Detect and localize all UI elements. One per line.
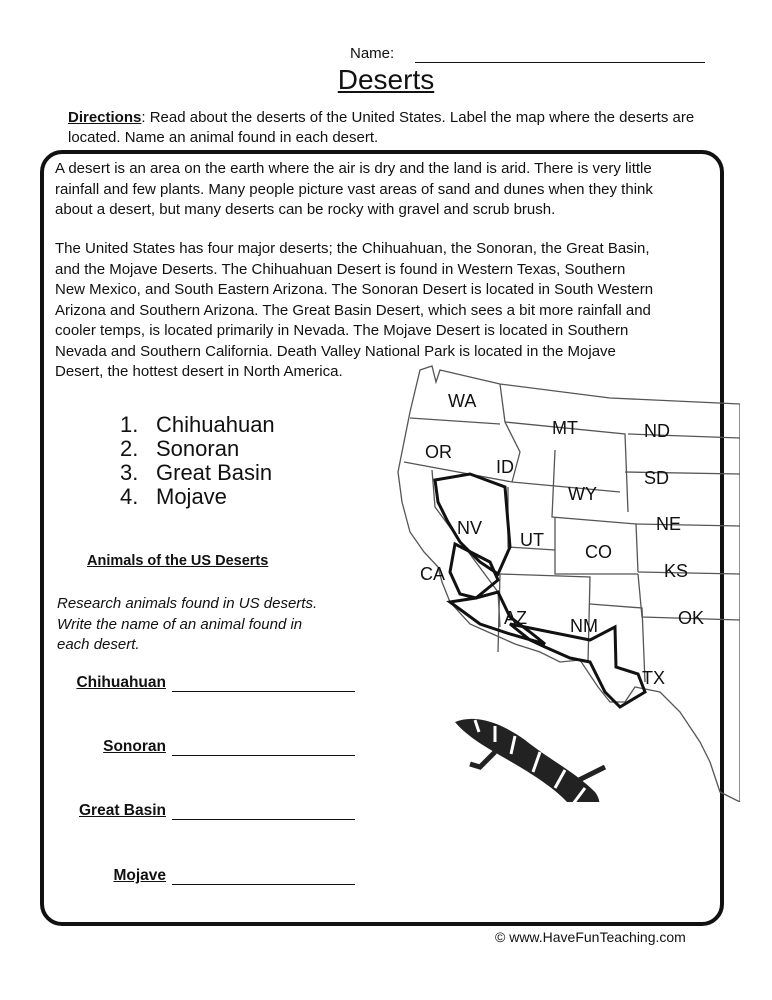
text-line: Desert, the hottest desert in North America. — [55, 363, 343, 380]
worksheet-page: Name: Deserts Directions: Read about the deserts of the United States. Label the map where the deserts are located. Name an animal found in each desert. A desert is an area on the earth where the air is dry and the land is arid. There is very little rainfall and few plants. Many people picture vast areas of sand and dunes when they think about a desert, but many deserts can be rocky with gravel and scrub brush. The United States has four major deserts; the Chihuahuan, the Sonoran, the Great Basin, and the Mojave Deserts. The Chihuahuan Desert is found in Western Texas, Southern New Mexico, and South Eastern Arizona. The Sonoran Desert is located in South Western Arizona and Southern Arizona. The Great Basin Desert, which sees a bit more rainfall and cooler temps, is located primarily in Nevada. The Mojave Desert is located in Southern Nevada and Southern California. Death Valley National Park is located in the Mojave Desert, the hottest desert in North America. WA OR ID MT ND SD WY NE NV UT CO KS CA AZ NM OK TX 1. Chihuahuan 2. Sonoran 3. Great Basin 4. Mojave Animals of the US Deserts Research animals found in US deserts. Write the name of an animal found in each desert. Chihuahuan Sonoran Great Basin Mojave © www.HaveFunTeaching.com — [0, 0, 772, 1000]
name-label: Name: — [350, 45, 395, 62]
state-label: ID — [496, 457, 514, 477]
state-label: CO — [585, 542, 612, 562]
state-label: KS — [664, 561, 689, 581]
state-label: UT — [520, 530, 544, 550]
desert-list-item: 2. Sonoran — [120, 436, 240, 461]
state-label: WY — [568, 484, 597, 504]
state-label: ND — [644, 421, 670, 441]
state-label: TX — [642, 668, 666, 688]
state-label: NM — [570, 616, 598, 636]
reading-paragraph-2 — [55, 239, 725, 383]
gila-monster-illustration — [455, 719, 605, 802]
state-label: NV — [457, 518, 483, 538]
text-line: and the Mojave Deserts. The Chihuahuan Desert is found in Western Texas, Southern — [55, 260, 626, 278]
state-label: CA — [420, 564, 446, 584]
directions — [68, 108, 728, 148]
desert-outlines — [435, 474, 645, 707]
answer-blank[interactable] — [172, 691, 355, 692]
text-line: Nevada and Southern California. Death Valley National Park is located in the Mojave — [55, 342, 616, 360]
state-label: NE — [656, 514, 682, 534]
state-label: WA — [448, 391, 477, 411]
animals-heading: Animals of the US Deserts — [87, 553, 269, 569]
desert-list-item: 3. Great Basin — [120, 460, 273, 485]
state-label: MT — [552, 418, 578, 438]
page-title: Deserts — [337, 64, 435, 95]
answer-blank[interactable] — [172, 755, 355, 756]
reading-paragraph-1 — [55, 159, 725, 221]
text-line: cooler temps, is located primarily in Nevada. The Mojave Desert is located in Southern — [55, 322, 629, 339]
state-label: AZ — [504, 608, 528, 628]
state-label: SD — [644, 468, 670, 488]
footer-copyright: © www.HaveFunTeaching.com — [495, 929, 686, 945]
directions-text: : Read about the deserts of the United States. Label the map where the deserts are located. Name an animal found in each desert. — [68, 109, 695, 146]
answer-blank[interactable] — [172, 884, 355, 885]
text-line: Arizona and Southern Arizona. The Great Basin Desert, which sees a bit more rainfall and — [55, 301, 651, 319]
directions-label: Directions — [68, 109, 142, 126]
us-west-map — [380, 362, 740, 802]
chihuahuan-outline — [510, 624, 645, 707]
answer-blank[interactable] — [172, 819, 355, 820]
text-line: New Mexico, and South Eastern Arizona. The Sonoran Desert is located in South Western — [55, 281, 654, 298]
state-label: OR — [425, 442, 452, 462]
text-line: A desert is an area on the earth where the air is dry and the land is arid. There is very little — [55, 160, 652, 177]
desert-list-item: 4. Mojave — [120, 484, 227, 509]
state-labels — [420, 391, 704, 688]
text-line: The United States has four major deserts; the Chihuahuan, the Sonoran, the Great Basin, — [55, 240, 650, 257]
state-label: OK — [678, 608, 705, 628]
desert-list-item: 1. Chihuahuan — [120, 412, 275, 437]
desert-list — [120, 413, 275, 509]
name-blank-line[interactable] — [415, 62, 705, 63]
animals-instructions: Research animals found in US deserts. Write the name of an animal found in each desert. — [57, 595, 318, 653]
text-line: about a desert, but many deserts can be rocky with gravel and scrub brush. — [55, 201, 556, 218]
text-line: rainfall and few plants. Many people picture vast areas of sand and dunes when they think — [55, 180, 653, 198]
